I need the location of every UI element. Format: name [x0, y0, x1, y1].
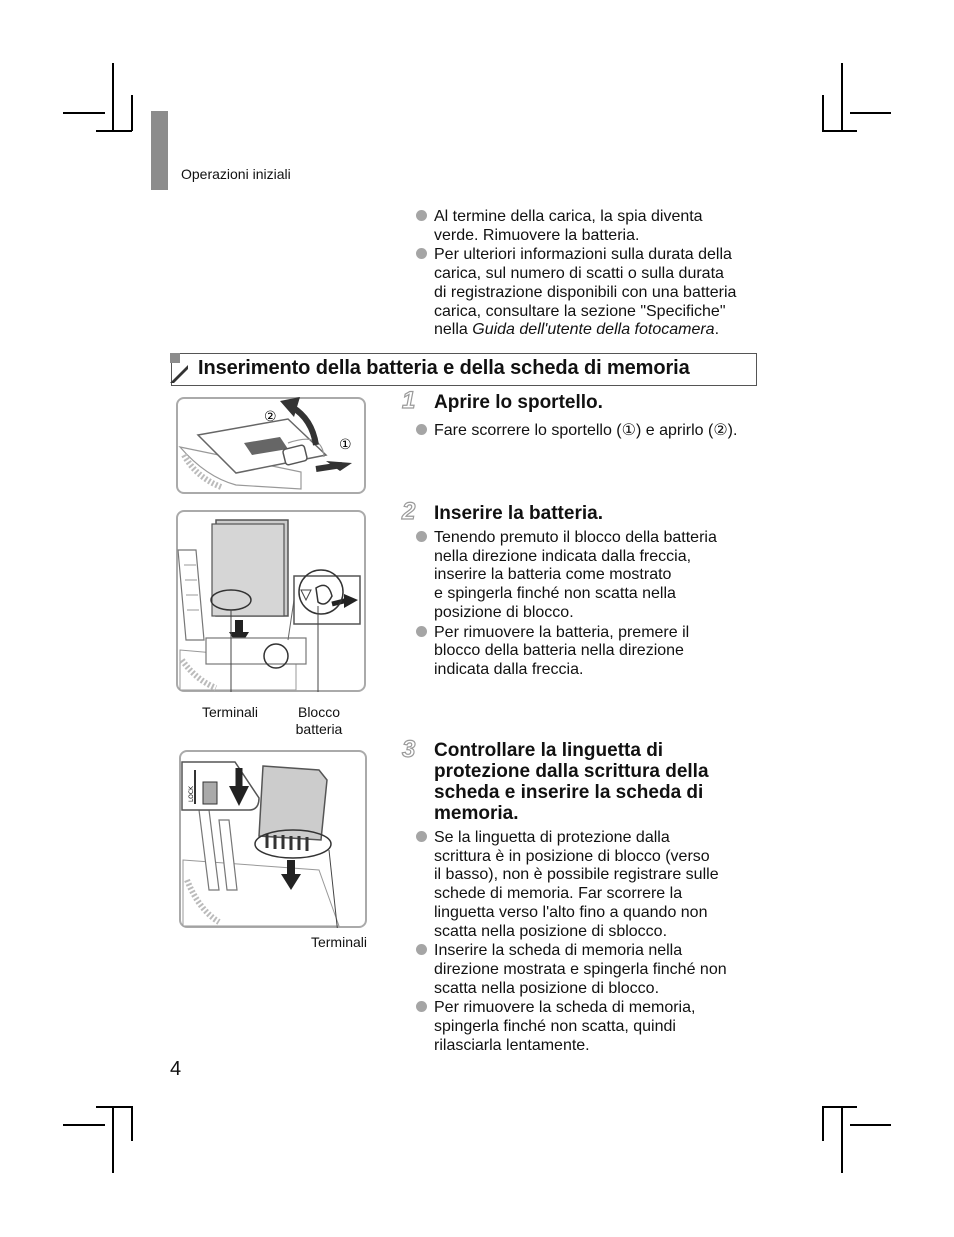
- bullet-icon: [416, 424, 427, 435]
- list-item: [416, 208, 766, 245]
- bullet-icon: [416, 626, 427, 637]
- crop-mark: [96, 1106, 132, 1108]
- illustration-insert-memory-card: [179, 750, 367, 928]
- bullet-icon: [416, 210, 427, 221]
- list-item: [416, 246, 766, 340]
- text-line: Fare scorrere lo sportello (①) e aprirlo (②).: [434, 422, 738, 439]
- bullet-icon: [416, 248, 427, 259]
- text-line: Per rimuovere la scheda di memoria,: [434, 999, 696, 1017]
- text-line: blocco della batteria nella direzione: [434, 642, 684, 660]
- illustration-open-cover: [176, 397, 366, 494]
- list-item: [416, 999, 766, 1055]
- bullet-icon: [416, 531, 427, 542]
- text-line: Inserire la scheda di memoria nella: [434, 942, 683, 960]
- list-item: [416, 942, 766, 998]
- crop-mark: [112, 63, 114, 131]
- manual-title: Guida dell'utente della fotocamera: [472, 321, 715, 339]
- running-head: Operazioni iniziali: [181, 166, 291, 182]
- text-line: linguetta verso l'alto fino a quando non: [434, 903, 708, 921]
- text-line: scrittura è in posizione di blocco (verso: [434, 847, 710, 865]
- crop-mark: [841, 63, 843, 131]
- page-number: 4: [170, 1058, 182, 1080]
- step-bullets: [416, 829, 766, 1055]
- crop-mark: [822, 1106, 824, 1141]
- list-item: [416, 529, 766, 623]
- text-line: inserire la batteria come mostrato: [434, 566, 672, 584]
- text-line: Se la linguetta di protezione dalla: [434, 829, 670, 846]
- crop-mark: [850, 112, 891, 114]
- crop-mark: [822, 130, 857, 132]
- bullet-icon: [416, 1001, 427, 1012]
- text-line: il basso), non è possibile registrare sulle: [434, 866, 719, 884]
- section-title: Inserimento della batteria e della scheda di memoria: [198, 357, 690, 379]
- callout-2: ②: [264, 409, 277, 425]
- text-line: schede di memoria. Far scorrere la: [434, 885, 683, 903]
- text-line: Per ulteriori informazioni sulla durata della: [434, 246, 732, 264]
- text-line: posizione di blocco.: [434, 603, 574, 621]
- label-terminals-card: Terminali: [310, 934, 367, 950]
- list-item: [416, 624, 766, 680]
- crop-mark: [822, 1106, 857, 1108]
- chapter-tab: [151, 111, 168, 190]
- step-bullets: [416, 422, 766, 441]
- bullet-icon: [416, 831, 427, 842]
- step-title: [434, 740, 709, 824]
- text-line: di registrazione disponibili con una batteria: [434, 283, 737, 301]
- text-line: [434, 321, 766, 340]
- illustration-insert-battery: [176, 510, 366, 692]
- crop-mark: [112, 1106, 114, 1173]
- text-line: carica, sul numero di scatti o sulla durata: [434, 265, 724, 283]
- label-terminals-battery: Terminali: [201, 704, 258, 720]
- bullet-icon: [416, 944, 427, 955]
- crop-mark: [63, 1124, 105, 1126]
- text-line: nella direzione indicata dalla freccia,: [434, 547, 692, 565]
- step-number: 2: [402, 498, 416, 525]
- crop-mark: [841, 1106, 843, 1173]
- text-line: Al termine della carica, la spia diventa: [434, 208, 703, 225]
- crop-mark: [131, 1106, 133, 1141]
- list-item: [416, 829, 766, 941]
- title-line: Controllare la linguetta di: [434, 740, 664, 761]
- label-battery-lock: [285, 704, 353, 738]
- title-line: memoria.: [434, 803, 519, 824]
- title-line: scheda e inserire la scheda di: [434, 782, 704, 803]
- text-line: indicata dalla freccia.: [434, 660, 584, 678]
- text-line: carica, consultare la sezione "Specifiche": [434, 302, 726, 320]
- text-span: .: [714, 321, 720, 339]
- crop-mark: [131, 95, 133, 131]
- text-line: spingerla finché non scatta, quindi: [434, 1018, 676, 1036]
- text-line: Tenendo premuto il blocco della batteria: [434, 529, 717, 546]
- intro-bullets: [416, 208, 766, 340]
- label-line: Blocco: [297, 704, 341, 720]
- step-bullets: [416, 529, 766, 680]
- crop-mark: [63, 112, 105, 114]
- title-line: protezione dalla scrittura della: [434, 761, 709, 782]
- crop-mark: [850, 1124, 891, 1126]
- step-number: 3: [402, 736, 416, 763]
- text-line: scatta nella posizione di sblocco.: [434, 922, 668, 940]
- text-line: verde. Rimuovere la batteria.: [434, 226, 640, 244]
- step-number: 1: [402, 387, 416, 414]
- section-marker-icon: [166, 351, 192, 385]
- text-line: e spingerla finché non scatta nella: [434, 585, 676, 603]
- callout-1: ①: [339, 437, 352, 453]
- list-item: [416, 422, 766, 441]
- step-title: Aprire lo sportello.: [434, 392, 603, 413]
- step-title: Inserire la batteria.: [434, 503, 603, 524]
- text-line: scatta nella posizione di blocco.: [434, 979, 660, 997]
- text-span: nella: [434, 321, 473, 339]
- text-line: rilasciarla lentamente.: [434, 1036, 590, 1054]
- text-line: Per rimuovere la batteria, premere il: [434, 623, 690, 641]
- label-line: batteria: [295, 721, 343, 737]
- crop-mark: [96, 130, 132, 132]
- lock-text: LOCK: [188, 786, 195, 802]
- crop-mark: [822, 95, 824, 131]
- text-line: direzione mostrata e spingerla finché non: [434, 960, 727, 978]
